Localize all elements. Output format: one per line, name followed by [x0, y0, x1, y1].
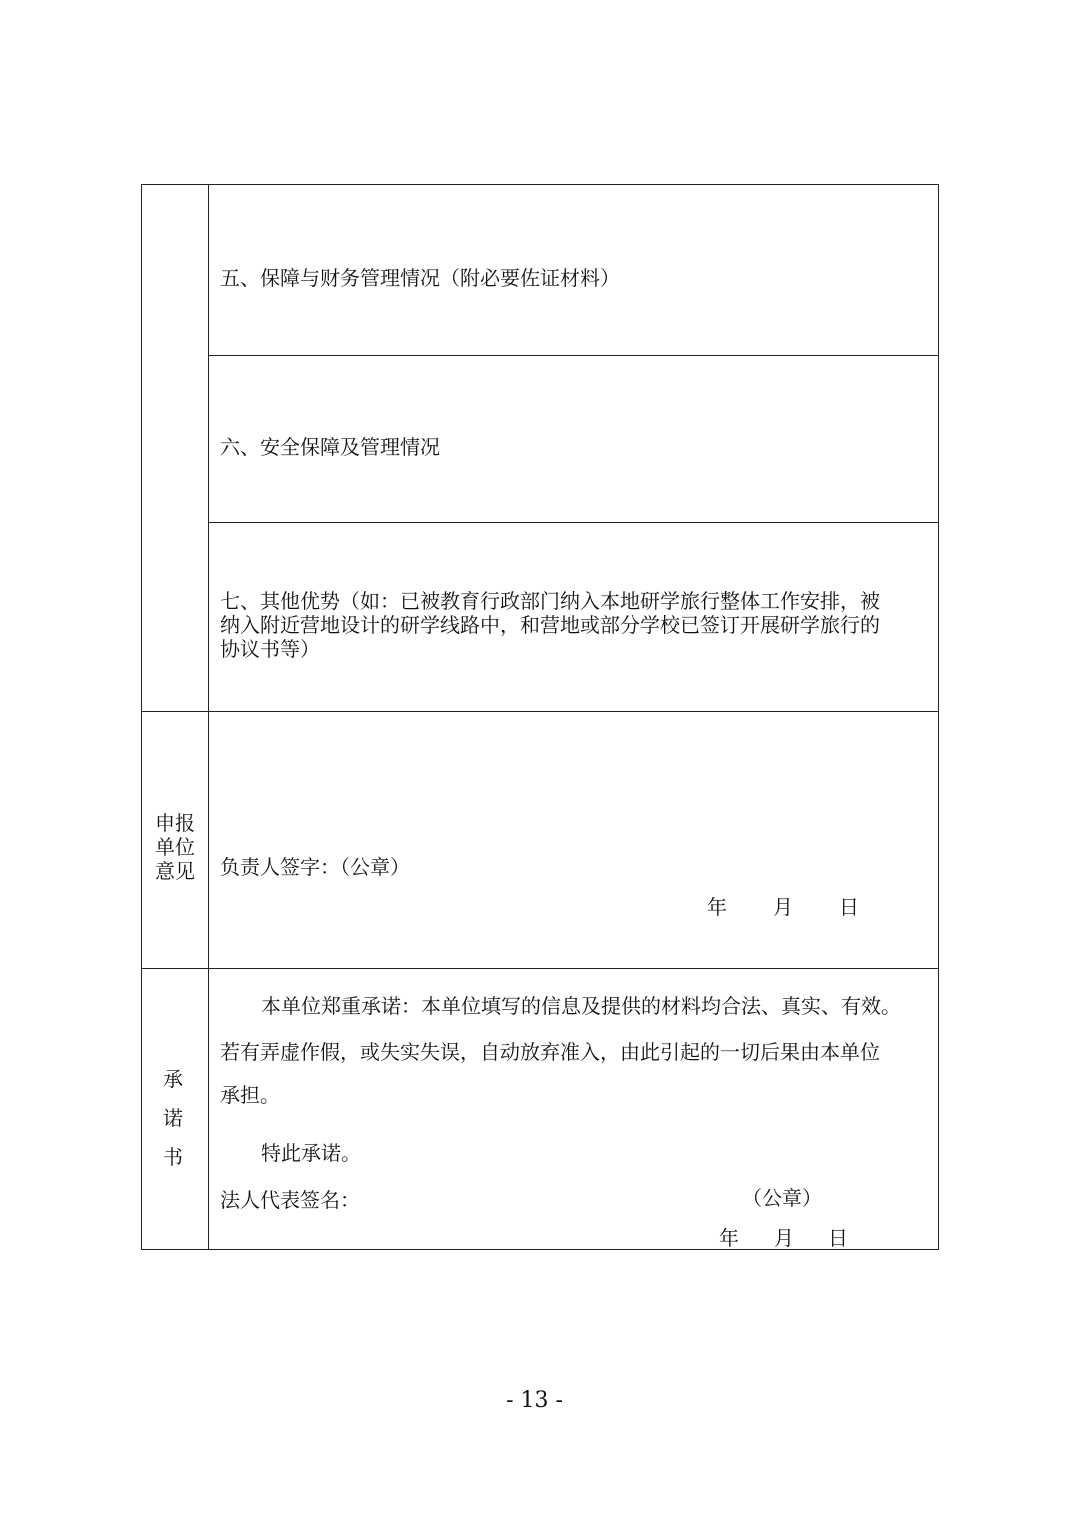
section-7-line-3: 协议书等）	[220, 637, 320, 661]
pledge-text-line-2: 若有弄虚作假，或失实失误，自动放弃准入，由此引起的一切后果由本单位	[220, 1040, 880, 1064]
opinion-label-line-3: 意见	[155, 859, 195, 883]
pledge-text-line-1: 本单位郑重承诺：本单位填写的信息及提供的材料均合法、真实、有效。	[261, 994, 901, 1018]
pledge-seal: （公章）	[742, 1186, 822, 1210]
pledge-day: 日	[828, 1226, 848, 1250]
pledge-year: 年	[719, 1226, 739, 1250]
section-5-title: 五、保障与财务管理情况（附必要佐证材料）	[220, 266, 620, 290]
column-divider	[208, 185, 209, 1249]
pledge-label-char-2: 诺	[163, 1106, 183, 1130]
pledge-label-char-1: 承	[163, 1067, 183, 1091]
section-6-title: 六、安全保障及管理情况	[220, 435, 440, 459]
application-form-table	[141, 184, 939, 1250]
row-divider-s5	[209, 355, 938, 356]
section-7-line-1: 七、其他优势（如：已被教育行政部门纳入本地研学旅行整体工作安排，被	[220, 589, 880, 613]
opinion-month: 月	[773, 895, 793, 919]
opinion-label	[142, 811, 208, 883]
opinion-label-line-1: 申报	[155, 811, 195, 835]
opinion-year: 年	[707, 895, 727, 919]
pledge-label-char-3: 书	[163, 1145, 183, 1169]
pledge-month: 月	[774, 1226, 794, 1250]
pledge-closing: 特此承诺。	[261, 1141, 361, 1165]
opinion-day: 日	[839, 895, 859, 919]
opinion-signature: 负责人签字：（公章）	[220, 855, 410, 879]
page-number: - 13 -	[506, 1388, 563, 1413]
row-divider-s7	[142, 711, 938, 712]
row-divider-s6	[209, 522, 938, 523]
pledge-signature: 法人代表签名：	[220, 1188, 360, 1212]
opinion-label-line-2: 单位	[155, 835, 195, 859]
pledge-text-line-3: 承担。	[220, 1083, 280, 1107]
row-divider-opinion	[142, 968, 938, 969]
section-7-line-2: 纳入附近营地设计的研学线路中，和营地或部分学校已签订开展研学旅行的	[220, 613, 880, 637]
